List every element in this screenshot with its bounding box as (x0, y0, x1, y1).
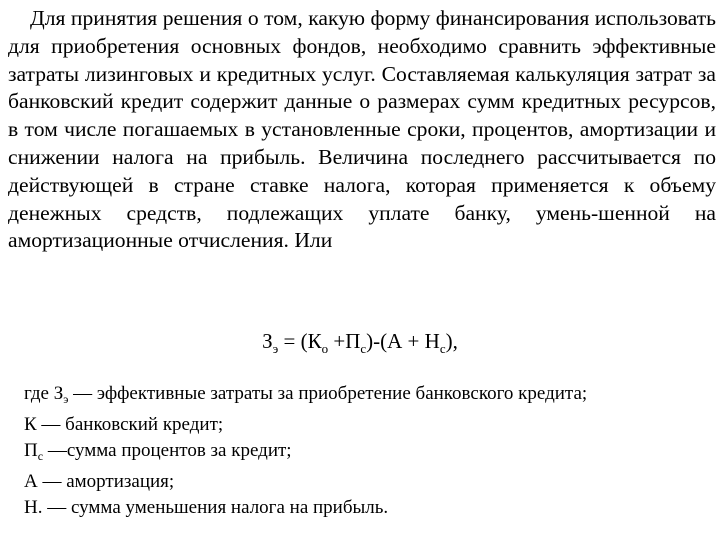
formula-lhs-subscript: э (272, 341, 279, 356)
legend-p-subscript: с (37, 449, 44, 463)
legend-line-p (24, 438, 714, 469)
legend-z-text: — эффективные затраты за приобретение банковского кредита; (68, 383, 588, 404)
formula-close: ), (445, 329, 458, 353)
legend-line-z (24, 381, 714, 412)
formula-lhs: З (262, 329, 273, 353)
formula (0, 326, 720, 364)
legend-z-prefix: где З (24, 383, 64, 404)
formula-mid: )-(А + Н (366, 329, 440, 353)
legend-line-n: Н. — сумма уменьшения налога на прибыль. (24, 497, 389, 518)
legend (24, 381, 714, 521)
legend-line-k: К — банковский кредит; (24, 414, 224, 435)
formula-n-subscript: с (439, 341, 446, 356)
legend-p-text: —сумма процентов за кредит; (43, 440, 292, 461)
formula-plus-p: +П (328, 329, 361, 353)
legend-z-subscript: э (63, 392, 69, 406)
formula-p-subscript: с (360, 341, 367, 356)
formula-k-subscript: о (321, 341, 329, 356)
formula-open: = (К (278, 329, 322, 353)
legend-line-a: А — амортизация; (24, 471, 175, 492)
legend-p-prefix: П (24, 440, 38, 461)
body-paragraph: Для принятия решения о том, какую форму финансирования использовать для приобретения основных фондов, необходимо сравнить эффективные затраты лизинговых и кредитных услуг. Составляемая калькуляция затрат за банковский кредит содержит данные о размерах сумм кредитных ресурсов, в том числе погашаемых в установленные сроки, процентов, амортизации и снижении налога на прибыль. Величина последнего рассчитывается по действующей в стране ставке налога, которая применяется к объему денежных средств, подлежащих уплате банку, умень-шенной на амортизационные отчисления. Или (8, 6, 716, 253)
